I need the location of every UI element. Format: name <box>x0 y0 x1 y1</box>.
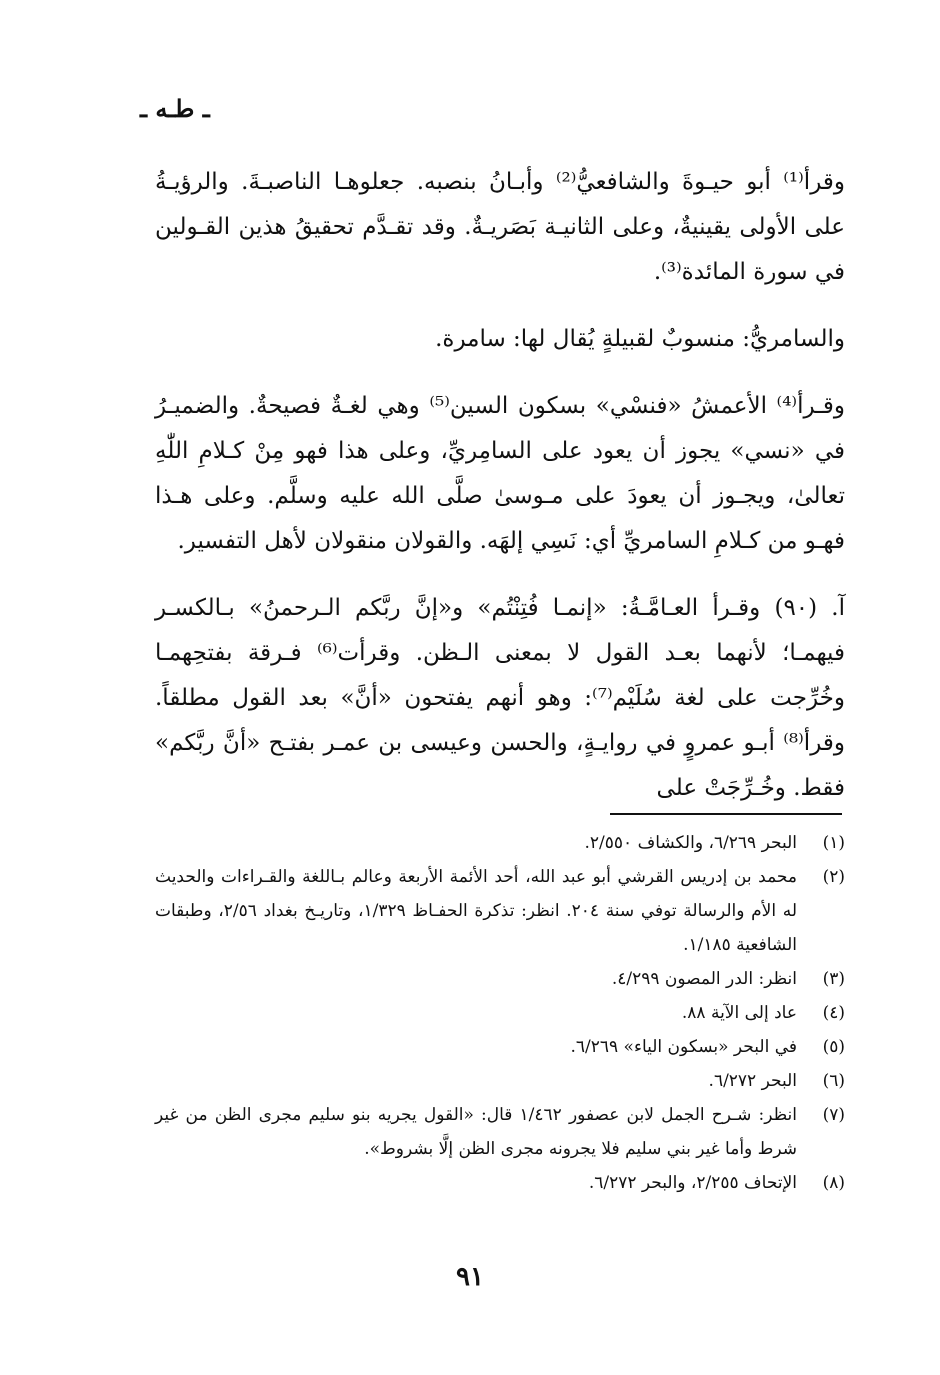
footnote-text: البحر ٦/٢٦٩، والكشاف ٢/٥٥٠. <box>584 833 797 853</box>
paragraph: وقـرأ⁽⁴⁾ الأعمشُ «فنسْي» بسكون السين⁽⁵⁾ وهي لغـةٌ فصيحةٌ. والضميـرُ في «نسي» يجوز أن يعود على السامِريِّ، وعلى هذا فهو مِنْ كـلامِ اللّٰهِ تعالىٰ، ويجـوز أن يعودَ على مـوسىٰ صلَّى الله عليه وسلَّم. وعلى هـذا فهـو من كـلامِ السامريِّ أي: نَسِي إلهَه. والقولان منقولان لأهل التفسير. <box>155 393 845 554</box>
paragraph: وقرأ⁽¹⁾ أبو حيـوةَ والشافعيُّ⁽²⁾ وأبـانُ بنصبه. جعلوهـا الناصبـةَ. والرؤيـةُ على الأولى يقينيةٌ، وعلى الثانيـة بَصَريـةٌ. وقد تقـدَّم تحقيقُ هذين القـولين في سورة المائدة⁽³⁾. <box>155 169 845 285</box>
footnote <box>155 1166 845 1200</box>
footnote-text: في البحر «بسكون الياء» ٦/٢٦٩. <box>570 1037 797 1057</box>
footnote <box>155 1098 845 1166</box>
footnote <box>155 1030 845 1064</box>
footnote-text: انظر: شـرح الجمل لابن عصفور ١/٤٦٢ قال: «القول يجريه بنو سليم مجرى الظن من غير شرط وأما غير بني سليم فلا يجرونه مجرى الظن إلَّا بشروط». <box>155 1105 798 1159</box>
paragraph: والسامريُّ: منسوبٌ لقبيلةٍ يُقال لها: سامرة. <box>435 326 845 352</box>
footnote <box>155 962 845 996</box>
footnote-number: (٨) <box>822 1173 845 1193</box>
main-text <box>155 160 845 833</box>
footnote-text: عاد إلى الآية ٨٨. <box>681 1003 797 1023</box>
footnote-text: انظر: الدر المصون ٤/٢٩٩. <box>611 969 797 989</box>
footnote-number: (٧) <box>822 1105 845 1125</box>
page-number: ٩١ <box>456 1262 484 1292</box>
running-header: ـ طـه ـ <box>140 94 210 123</box>
footnote-number: (٦) <box>822 1071 845 1091</box>
footnote <box>155 996 845 1030</box>
footnote-number: (٤) <box>822 1003 845 1023</box>
footnote-text: محمد بن إدريس القرشي أبو عبد الله، أحد الأئمة الأربعة وعالم بـاللغة والقـراءات والحديث له الأم والرسالة توفي سنة ٢٠٤. انظر: تذكرة الحفـاظ ١/٣٢٩، وتاريـخ بغداد ٢/٥٦، وطبقات الشافعية ١/١٨٥. <box>155 867 798 955</box>
footnote-number: (١) <box>822 833 845 853</box>
footnote-number: (٢) <box>822 867 845 887</box>
footnote-number: (٥) <box>822 1037 845 1057</box>
footnote <box>155 826 845 860</box>
footnote <box>155 860 845 962</box>
footnote-text: الإتحاف ٢/٢٥٥، والبحر ٦/٢٧٢. <box>588 1173 797 1193</box>
footnote-number: (٣) <box>822 969 845 989</box>
footnote <box>155 1064 845 1098</box>
paragraph: آ. (٩٠) وقـرأ العـامَّـةُ: «إنمـا فُتِنْتُم» و«إنَّ ربَّكم الـرحمنُ» بـالكسـر فيهمـا؛ لأنهما بعـد القول لا بمعنى الـظن. وقرأت⁽⁶⁾ فـرقة بفتحِهمـا وخُرِّجت على لغة سُلَيْم⁽⁷⁾: وهو أنهم يفتحون «أنَّ» بعد القول مطلقاً. وقرأ⁽⁸⁾ أبـو عمروٍ في روايـةٍ، والحسن وعيسى بن عمـر بفتـح «أنَّ ربَّكم» فقط. وخُـرِّجَتْ على <box>155 595 845 801</box>
footnote-divider <box>610 813 842 815</box>
footnotes <box>155 826 845 1200</box>
footnote-text: البحر ٦/٢٧٢. <box>708 1071 797 1091</box>
